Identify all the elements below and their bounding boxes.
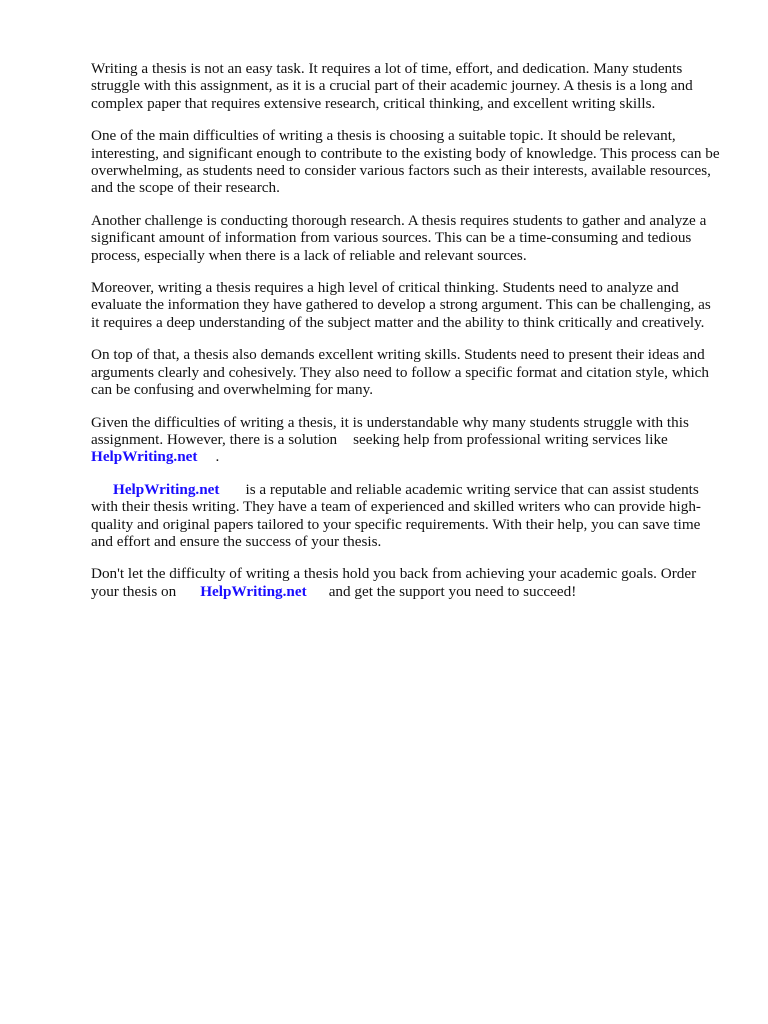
paragraph-research: Another challenge is conducting thorough research. A thesis requires students to gather and analyze a significant amount of information from various sources. This can be a time-consuming and tedious process, especially when there is a lack of reliable and relevant sources.	[91, 211, 707, 264]
paragraph-writing-skills: On top of that, a thesis also demands excellent writing skills. Students need to present their ideas and arguments clearly and cohesively. They also need to follow a specific format and citation style, which can be confusing and overwhelming for many.	[91, 346, 709, 399]
paragraph-call-to-action	[91, 565, 723, 600]
paragraph-service	[91, 481, 723, 551]
cta-text-before: Don't let the difficulty of writing a thesis hold you back from achieving your academic goals. Order your thesis on	[91, 565, 697, 600]
paragraph-critical-thinking: Moreover, writing a thesis requires a high level of critical thinking. Students need to analyze and evaluate the information they have gathered to develop a strong argument. This can be challenging, as it requires a deep understanding of the subject matter and the ability to think critically and creatively.	[91, 279, 711, 331]
paragraph-topic: One of the main difficulties of writing a thesis is choosing a suitable topic. It should be relevant, interesting, and significant enough to contribute to the existing body of knowledge. This process can be overwhelming, as students need to consider various factors such as their interests, available resources, and the scope of their research.	[91, 127, 720, 197]
helpwriting-link[interactable]: HelpWriting.net	[200, 582, 307, 600]
cta-text-after: and get the support you need to succeed!	[328, 582, 577, 600]
paragraph-solution	[91, 414, 723, 466]
solution-text-mid: seeking help from professional writing services like	[353, 430, 668, 448]
document-body	[91, 60, 723, 615]
service-text: is a reputable and reliable academic writing service that can assist students with their thesis writing. They have a team of experienced and skilled writers who can provide high-quality and original papers tailored to your specific requirements. With their help, you can save time and effort and ensure the success of your thesis.	[91, 480, 701, 550]
paragraph-intro: Writing a thesis is not an easy task. It requires a lot of time, effort, and dedication. Many students struggle with this assignment, as it is a crucial part of their academic journey. A thesis is a long and complex paper that requires extensive research, critical thinking, and excellent writing skills.	[91, 60, 693, 112]
helpwriting-link[interactable]: HelpWriting.net	[113, 480, 220, 498]
solution-text-before: Given the difficulties of writing a thesis, it is understandable why many students struggle with this assignment. However, there is a solution	[91, 413, 689, 448]
helpwriting-link[interactable]: HelpWriting.net	[91, 448, 198, 466]
solution-period: .	[215, 448, 220, 466]
